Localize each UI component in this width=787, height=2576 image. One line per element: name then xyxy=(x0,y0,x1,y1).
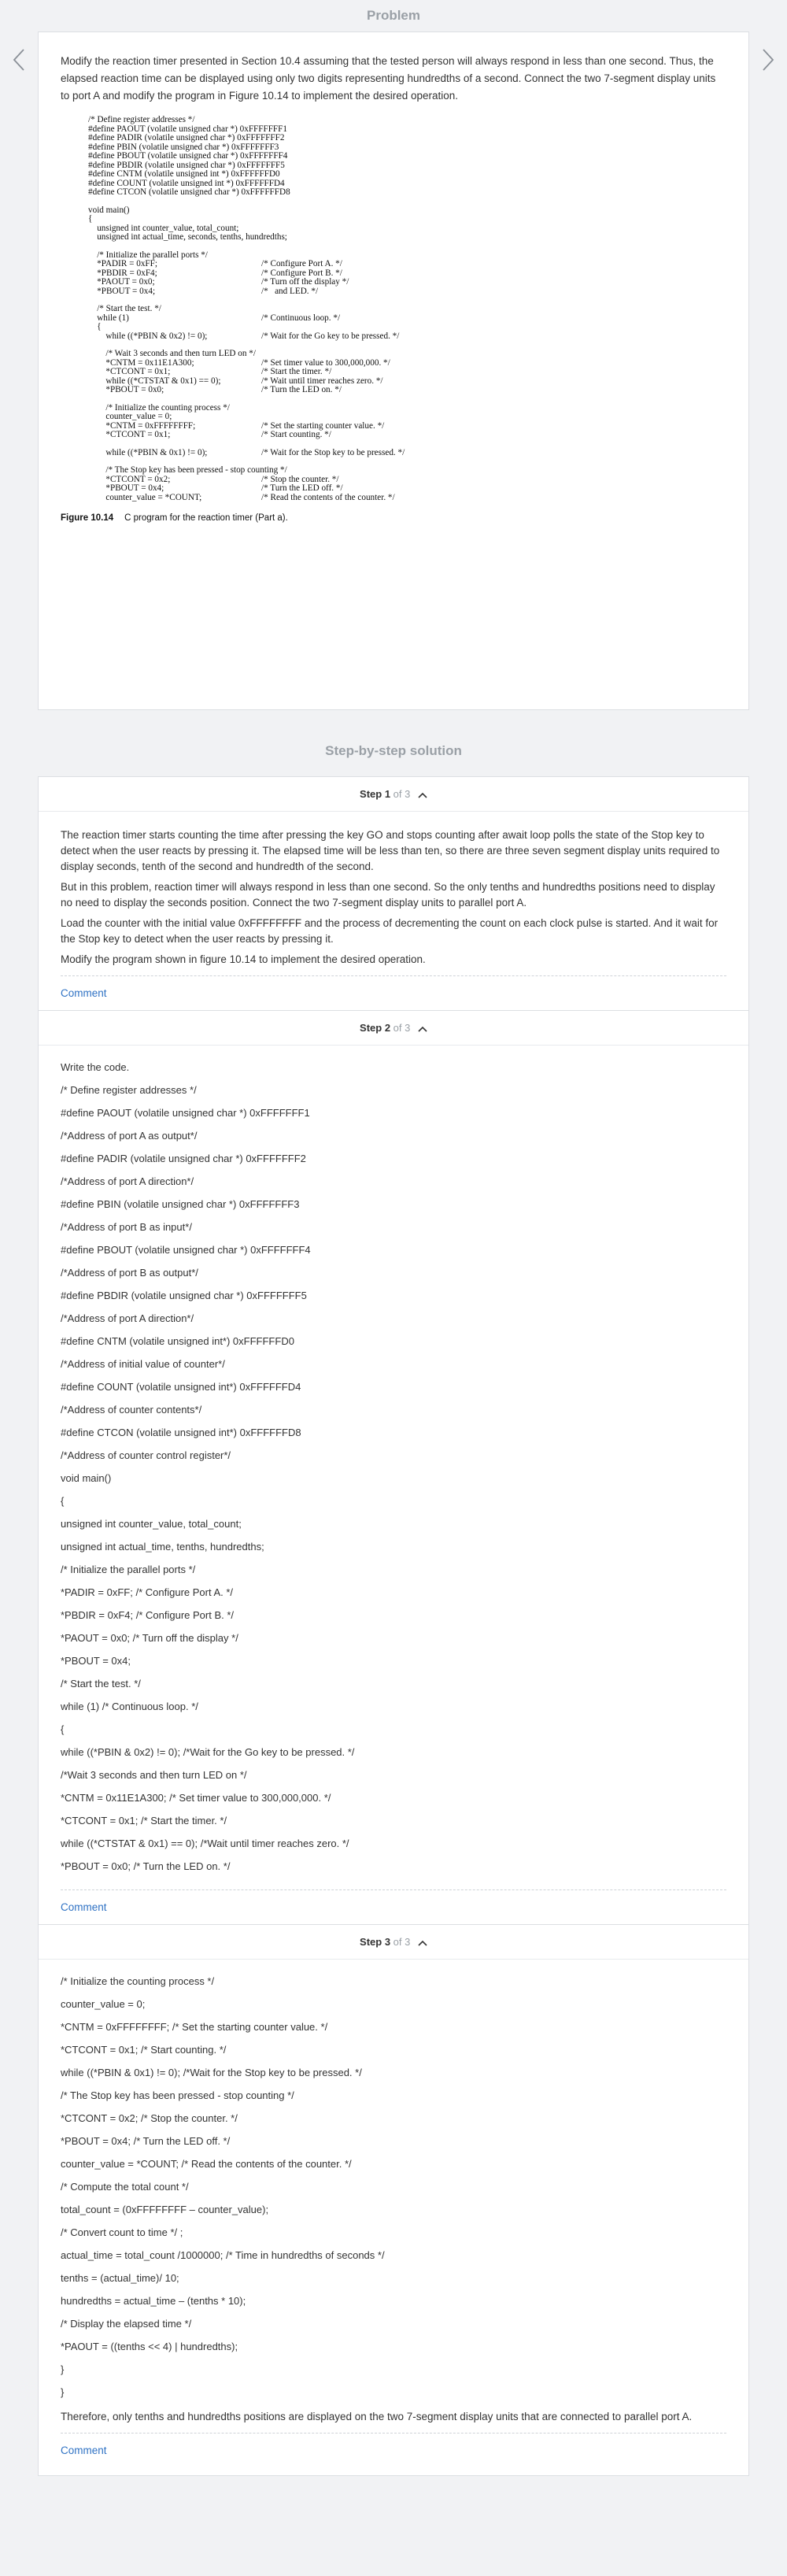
code-statement: #define PADIR (volatile unsigned char *) 0xFFFFFFF2 xyxy=(88,133,285,142)
solution-code-line: /*Wait 3 seconds and then turn LED on */ xyxy=(61,1769,247,1781)
solution-code-line: total_count = (0xFFFFFFFF – counter_value); xyxy=(61,2204,269,2215)
code-line xyxy=(88,422,726,431)
code-comment: /* Configure Port A. */ xyxy=(261,259,342,268)
code-statement: *PBOUT = 0x4; xyxy=(88,286,156,296)
code-statement: while ((*CTSTAT & 0x1) == 0); xyxy=(88,376,221,386)
code-line xyxy=(88,233,726,242)
solution-code-line: /*Address of port A direction*/ xyxy=(61,1175,194,1187)
code-figure xyxy=(88,116,726,502)
step-1-paragraph: Modify the program shown in figure 10.14 to implement the desired operation. xyxy=(61,953,426,965)
solution-code-line: *PBOUT = 0x4; /* Turn the LED off. */ xyxy=(61,2135,231,2147)
code-line xyxy=(88,494,726,503)
solution-code-line: unsigned int counter_value, total_count; xyxy=(61,1518,242,1530)
solution-code-line: *PBDIR = 0xF4; /* Configure Port B. */ xyxy=(61,1609,235,1621)
code-statement: *CTCONT = 0x1; xyxy=(88,430,171,439)
step-1-paragraph: Load the counter with the initial value 0xFFFFFFFF and the process of decrementing the count on each clock pulse is started. And it wait for the Stop key to detect when the user reacts by pressing it. xyxy=(61,917,719,945)
code-statement: *PBOUT = 0x0; xyxy=(88,385,164,394)
code-statement: { xyxy=(88,214,93,224)
code-statement: *PADIR = 0xFF; xyxy=(88,259,157,268)
solution-code-line: while (1) /* Continuous loop. */ xyxy=(61,1701,198,1712)
code-line xyxy=(88,170,726,180)
code-blank-line xyxy=(88,198,726,206)
code-statement: *PBDIR = 0xF4; xyxy=(88,268,157,278)
solution-code-line: /*Address of port B as input*/ xyxy=(61,1221,192,1233)
code-statement: #define PBIN (volatile unsigned char *) 0xFFFFFFF3 xyxy=(88,142,279,152)
code-statement: unsigned int actual_time, seconds, tenths, hundredths; xyxy=(88,232,287,242)
solution-code-line: tenths = (actual_time)/ 10; xyxy=(61,2272,179,2284)
code-line xyxy=(88,287,726,297)
code-line xyxy=(88,413,726,422)
step-1-paragraph: But in this problem, reaction timer will always respond in less than one second. So the only tenths and hundredths positions need to display no need to display the seconds position. Connect the two 7-segment display units to parallel port A. xyxy=(61,881,715,909)
solution-code-line: /*Address of counter contents*/ xyxy=(61,1404,202,1416)
solution-code-line: counter_value = *COUNT; /* Read the contents of the counter. */ xyxy=(61,2158,352,2170)
solution-code-line: *PAOUT = ((tenths << 4) | hundredths); xyxy=(61,2341,238,2352)
figure-caption-text: C program for the reaction timer (Part a). xyxy=(124,513,288,523)
code-line xyxy=(88,278,726,287)
code-comment: /* and LED. */ xyxy=(261,286,319,296)
code-statement: /* Initialize the counting process */ xyxy=(88,402,230,413)
solution-code-line: /* Compute the total count */ xyxy=(61,2181,189,2193)
step-1-card xyxy=(38,776,749,1011)
code-comment: /* Configure Port B. */ xyxy=(261,268,342,278)
solution-code-line: /* Display the elapsed time */ xyxy=(61,2318,192,2330)
solution-code-line: hundredths = actual_time – (tenths * 10); xyxy=(61,2295,246,2307)
solution-code-line: *CTCONT = 0x1; /* Start the timer. */ xyxy=(61,1815,227,1827)
solution-code-line: { xyxy=(61,1495,65,1507)
code-comment: /* Start the timer. */ xyxy=(261,367,332,376)
solution-code-line: *PBOUT = 0x4; xyxy=(61,1655,131,1667)
solution-code-line: /*Address of port A as output*/ xyxy=(61,1130,198,1142)
code-line xyxy=(88,152,726,161)
solution-code-line: /*Address of initial value of counter*/ xyxy=(61,1358,225,1370)
comment-link[interactable]: Comment xyxy=(61,987,107,999)
code-statement: /* Wait 3 seconds and then turn LED on */ xyxy=(88,349,256,358)
code-statement: /* Define register addresses */ xyxy=(88,115,195,124)
code-statement: void main() xyxy=(88,205,130,215)
code-statement: #define CNTM (volatile unsigned int *) 0xFFFFFFD0 xyxy=(88,169,280,179)
code-line xyxy=(88,269,726,279)
solution-code-line: /* Convert count to time */ ; xyxy=(61,2226,183,2238)
code-line xyxy=(88,305,726,314)
solution-code-line: #define PADIR (volatile unsigned char *) 0xFFFFFFF2 xyxy=(61,1153,306,1164)
code-statement: counter_value = 0; xyxy=(88,412,172,421)
solution-code-line: #define PBIN (volatile unsigned char *) 0xFFFFFFF3 xyxy=(61,1198,300,1210)
solution-code-line: #define PBDIR (volatile unsigned char *) 0xFFFFFFF5 xyxy=(61,1290,307,1301)
solution-code-line: } xyxy=(61,2363,65,2375)
code-statement: *CTCONT = 0x2; xyxy=(88,474,171,484)
code-line xyxy=(88,323,726,332)
code-statement: /* Initialize the parallel ports */ xyxy=(88,250,208,260)
code-line xyxy=(88,431,726,440)
code-line xyxy=(88,377,726,387)
code-comment: /* Start counting. */ xyxy=(261,430,331,439)
chevron-up-icon xyxy=(418,1940,427,1946)
code-statement: #define PAOUT (volatile unsigned char *) 0xFFFFFFF1 xyxy=(88,124,287,134)
problem-title: Problem xyxy=(366,8,421,23)
step-1-label: Step 1 xyxy=(360,788,391,800)
code-statement: #define PBOUT (volatile unsigned char *) 0xFFFFFFF4 xyxy=(88,151,288,161)
step-3-header[interactable] xyxy=(39,1925,748,1960)
code-statement: /* Start the test. */ xyxy=(88,304,161,313)
code-line xyxy=(88,332,726,342)
solution-code-line: void main() xyxy=(61,1472,112,1484)
solution-code-line: *CNTM = 0xFFFFFFFF; /* Set the starting counter value. */ xyxy=(61,2021,328,2033)
code-statement: *PAOUT = 0x0; xyxy=(88,277,155,287)
step-3-of: of 3 xyxy=(390,1936,411,1948)
solution-code-line: Write the code. xyxy=(61,1061,130,1073)
code-comment: /* Read the contents of the counter. */ xyxy=(261,492,395,502)
solution-code-line: *CNTM = 0x11E1A300; /* Set timer value to 300,000,000. */ xyxy=(61,1792,331,1804)
solution-code-line: /* Start the test. */ xyxy=(61,1678,141,1690)
code-statement: *PBOUT = 0x4; xyxy=(88,483,164,493)
code-statement: counter_value = *COUNT; xyxy=(88,492,202,502)
code-blank-line xyxy=(88,296,726,305)
code-line xyxy=(88,215,726,224)
step-1-header[interactable] xyxy=(39,777,748,812)
step-2-of: of 3 xyxy=(390,1022,411,1034)
code-line xyxy=(88,484,726,494)
solution-code-line: /* The Stop key has been pressed - stop counting */ xyxy=(61,2089,294,2101)
solution-code-line: actual_time = total_count /1000000; /* Time in hundredths of seconds */ xyxy=(61,2249,385,2261)
solution-code-line: } xyxy=(61,2386,65,2398)
code-blank-line xyxy=(88,440,726,449)
chevron-up-icon xyxy=(418,792,427,798)
figure-caption xyxy=(61,513,726,523)
solution-code-line: #define CNTM (volatile unsigned int*) 0xFFFFFFD0 xyxy=(61,1335,294,1347)
step-2-card xyxy=(38,1011,749,1925)
code-statement: unsigned int counter_value, total_count; xyxy=(88,223,239,233)
solution-code-line: while ((*PBIN & 0x1) != 0); /*Wait for the Stop key to be pressed. */ xyxy=(61,2067,362,2078)
solution-code-line: /* Initialize the counting process */ xyxy=(61,1975,215,1987)
code-line xyxy=(88,260,726,269)
code-line xyxy=(88,134,726,143)
code-line xyxy=(88,466,726,476)
solution-code-line: /*Address of port B as output*/ xyxy=(61,1267,198,1279)
code-line xyxy=(88,404,726,413)
code-statement: { xyxy=(88,322,102,331)
solution-code-line: *PAOUT = 0x0; /* Turn off the display */ xyxy=(61,1632,238,1644)
code-comment: /* Wait for the Stop key to be pressed. */ xyxy=(261,447,405,457)
code-blank-line xyxy=(88,395,726,404)
solution-code-line: #define COUNT (volatile unsigned int*) 0xFFFFFFD4 xyxy=(61,1381,301,1393)
code-line xyxy=(88,206,726,216)
code-line xyxy=(88,350,726,359)
solution-code-line: *PADIR = 0xFF; /* Configure Port A. */ xyxy=(61,1586,234,1598)
solution-code-line: { xyxy=(61,1723,65,1735)
code-comment: /* Turn the LED on. */ xyxy=(261,385,342,394)
code-statement: #define COUNT (volatile unsigned int *) 0xFFFFFFD4 xyxy=(88,178,285,188)
solution-code-line: while ((*PBIN & 0x2) != 0); /*Wait for the Go key to be pressed. */ xyxy=(61,1746,355,1758)
comment-link[interactable]: Comment xyxy=(61,1901,107,1913)
code-comment: /* Set timer value to 300,000,000. */ xyxy=(261,357,390,368)
step-1-paragraph: The reaction timer starts counting the time after pressing the key GO and stops counting after await loop polls the state of the Stop key to detect when the user reacts by pressing it. The elapsed time will be less than ten, so there are three seven segment display units required to display seconds, tenth of the second and hundredth of the second. xyxy=(61,829,720,872)
code-comment: /* Continuous loop. */ xyxy=(261,313,341,323)
code-line xyxy=(88,386,726,395)
step-1-of: of 3 xyxy=(390,788,411,800)
code-statement: *CTCONT = 0x1; xyxy=(88,367,171,376)
previous-arrow-icon[interactable] xyxy=(8,44,30,76)
code-statement: #define CTCON (volatile unsigned char *) 0xFFFFFFD8 xyxy=(88,187,290,197)
chevron-up-icon xyxy=(418,1026,427,1032)
solution-code-line: /*Address of port A direction*/ xyxy=(61,1312,194,1324)
code-comment: /* Wait until timer reaches zero. */ xyxy=(261,376,383,386)
solution-code-line: counter_value = 0; xyxy=(61,1998,146,2010)
code-line xyxy=(88,359,726,368)
code-comment: /* Wait for the Go key to be pressed. */ xyxy=(261,331,400,341)
step-3-label: Step 3 xyxy=(360,1936,391,1948)
code-statement: while ((*PBIN & 0x1) != 0); xyxy=(88,447,208,457)
solution-title: Step-by-step solution xyxy=(325,743,462,758)
code-statement: while ((*PBIN & 0x2) != 0); xyxy=(88,331,208,341)
figure-label: Figure 10.14 xyxy=(61,513,114,523)
code-statement: *CNTM = 0x11E1A300; xyxy=(88,357,194,368)
problem-card xyxy=(38,31,749,710)
solution-code-line: /*Address of counter control register*/ xyxy=(61,1449,231,1461)
code-line xyxy=(88,449,726,458)
code-statement: #define PBDIR (volatile unsigned char *) 0xFFFFFFF5 xyxy=(88,160,285,170)
solution-code-line: unsigned int actual_time, tenths, hundredths; xyxy=(61,1541,264,1553)
solution-code-line: *CTCONT = 0x2; /* Stop the counter. */ xyxy=(61,2112,238,2124)
code-line xyxy=(88,314,726,324)
problem-text: Modify the reaction timer presented in Section 10.4 assuming that the tested person will always respond in less than one second. Thus, the elapsed reaction time can be displayed using only two digits representing hundredths of a second. Connect the two 7-segment display units to port A and modify the program in Figure 10.14 to implement the desired operation. xyxy=(61,55,716,102)
code-comment: /* Turn off the display */ xyxy=(261,277,349,287)
solution-code-line: while ((*CTSTAT & 0x1) == 0); /*Wait until timer reaches zero. */ xyxy=(61,1838,349,1849)
code-comment: /* Stop the counter. */ xyxy=(261,474,339,484)
solution-code-line: /* Define register addresses */ xyxy=(61,1084,197,1096)
solution-code-line: *CTCONT = 0x1; /* Start counting. */ xyxy=(61,2044,227,2056)
solution-code-line: /* Initialize the parallel ports */ xyxy=(61,1564,196,1575)
code-comment: /* Set the starting counter value. */ xyxy=(261,420,385,431)
code-line xyxy=(88,251,726,261)
step-3-card xyxy=(38,1925,749,2476)
solution-code-line: *PBOUT = 0x0; /* Turn the LED on. */ xyxy=(61,1860,231,1872)
step-2-header[interactable] xyxy=(39,1011,748,1046)
code-line xyxy=(88,476,726,485)
code-statement: while (1) xyxy=(88,313,129,323)
code-line xyxy=(88,368,726,377)
code-statement: /* The Stop key has been pressed - stop counting */ xyxy=(88,465,287,475)
code-line xyxy=(88,188,726,198)
solution-code-line: #define PBOUT (volatile unsigned char *) 0xFFFFFFF4 xyxy=(61,1244,311,1256)
solution-code-line: #define PAOUT (volatile unsigned char *) 0xFFFFFFF1 xyxy=(61,1107,310,1119)
next-arrow-icon[interactable] xyxy=(757,44,779,76)
step-2-label: Step 2 xyxy=(360,1022,391,1034)
solution-code-line: #define CTCON (volatile unsigned int*) 0xFFFFFFD8 xyxy=(61,1427,301,1438)
code-comment: /* Turn the LED off. */ xyxy=(261,483,343,493)
code-statement: *CNTM = 0xFFFFFFFF; xyxy=(88,420,196,431)
step-3-conclusion: Therefore, only tenths and hundredths positions are displayed on the two 7-segment display units that are connected to parallel port A. xyxy=(61,2411,693,2422)
code-line xyxy=(88,116,726,125)
code-blank-line xyxy=(88,242,726,251)
comment-link[interactable]: Comment xyxy=(61,2445,107,2456)
